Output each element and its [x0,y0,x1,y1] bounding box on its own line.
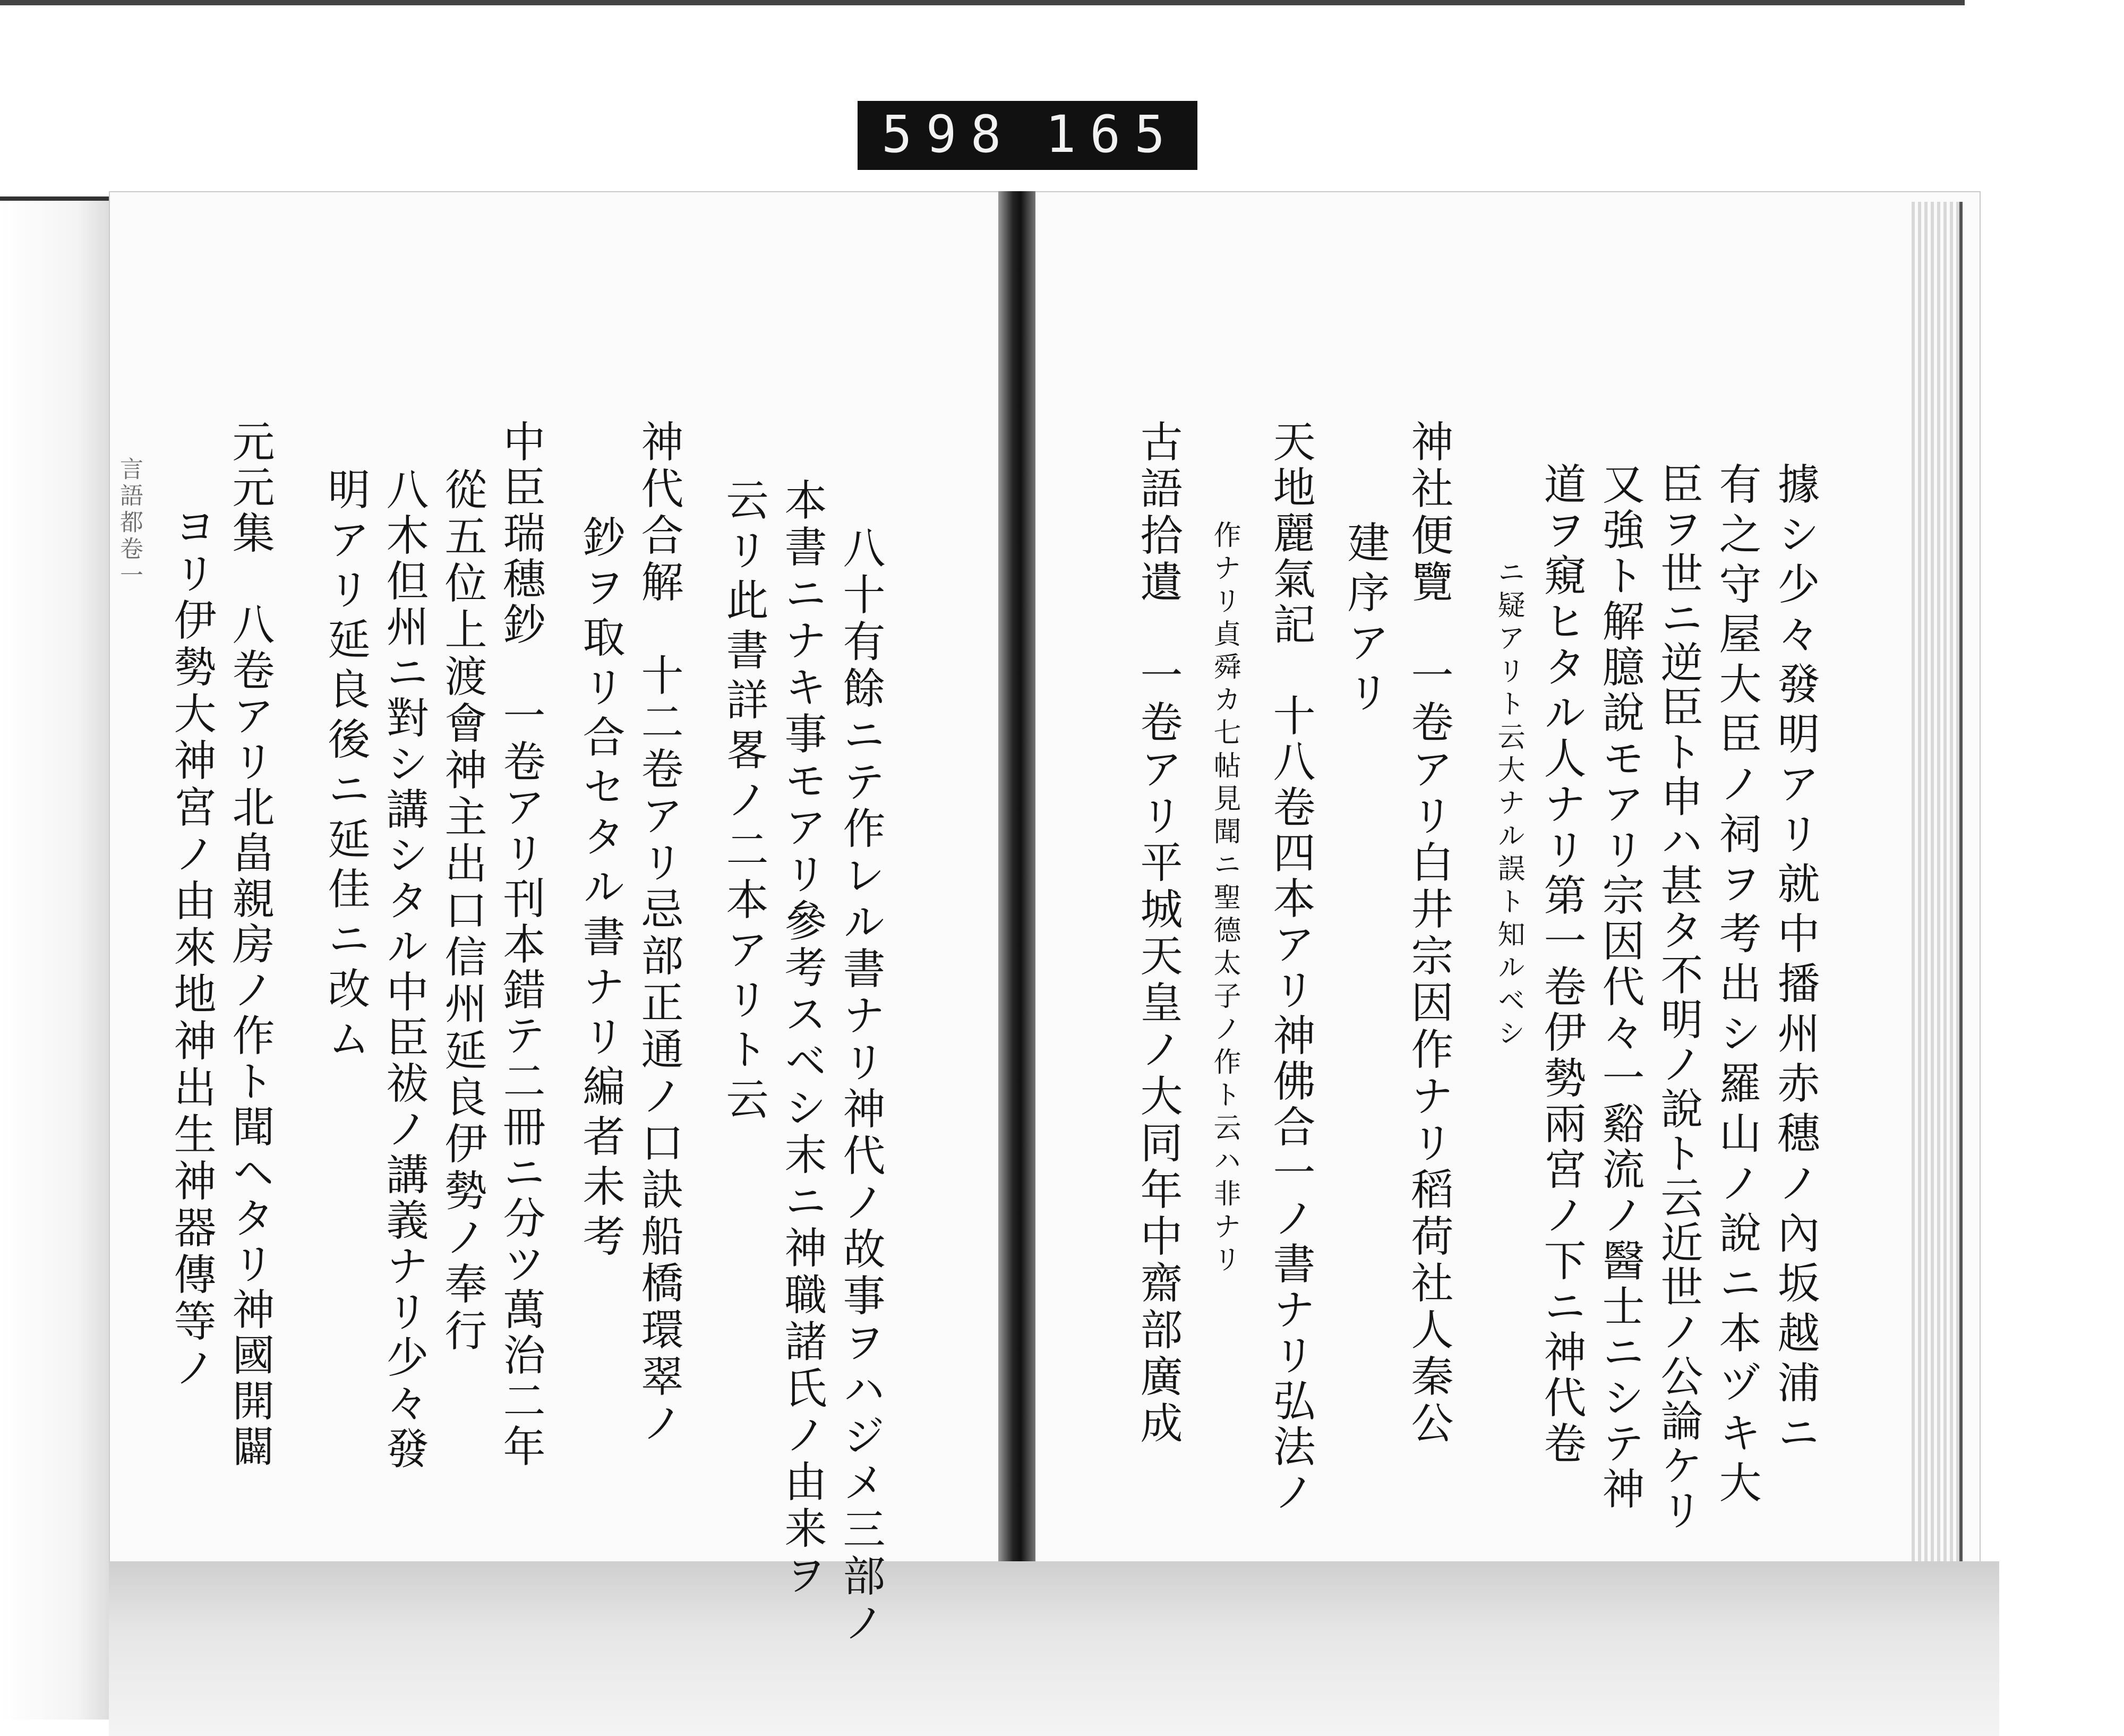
right-column-6: ニ疑アリト云大ナル誤ト知ルベシ [1493,558,1525,1051]
right-column-2: 有之守屋大臣ノ祠ヲ考出シ羅山ノ說ニ本ヅキ大 [1712,462,1761,1510]
entry-shinja-binran: 神社便覽 一卷アリ白井宗因作ナリ稻荷社人秦公 [1404,420,1453,1448]
entry-tenchi-reiki-ki: 天地麗氣記 十八卷四本アリ神佛合一ノ書ナリ弘法ノ [1266,420,1315,1516]
right-column-4: 又強ト解臆說モアリ宗因代々一谿流ノ醫士ニシテ神 [1595,462,1645,1512]
entry-nakatomi-mizuho-sho: 中臣瑞穗鈔 一卷アリ刊本錯テ二冊ニ分ツ萬治二年 [496,420,545,1470]
label-number-right: 165 [1045,105,1179,164]
adjacent-page-edge [0,196,109,1720]
catalog-label-text [871,105,1189,164]
left-column-5: 鈔ヲ取リ合セタル書ナリ編者未考 [576,515,625,1264]
right-column-8: 建序アリ [1340,520,1390,720]
label-number-left: 598 [881,105,1015,164]
background-right [1965,0,2124,1736]
book-gutter [998,191,1035,1736]
right-column-5: 道ヲ窺ヒタル人ナリ第一卷伊勢兩宮ノ下ニ神代卷 [1537,462,1586,1467]
left-column-2: 本書ニナキ事モアリ參考スベシ末ニ神職諸氏ノ由来ヲ [777,478,827,1600]
left-column-9: 明アリ延良後ニ延佳ニ改ム [321,467,370,1066]
bottom-shadow [109,1561,1999,1736]
left-column-3: 云リ此書詳畧ノ二本アリト云 [719,478,768,1127]
top-border [0,0,2124,5]
left-column-11: ヨリ伊勢大神宮ノ由來地神出生神器傳等ノ [167,504,216,1392]
right-column-3: 臣ヲ世ニ逆臣ト申ハ甚タ不明ノ說ト云近世ノ公論ケリ [1654,462,1703,1533]
book-page-edges [1912,202,1963,1583]
entry-jindai-goge: 神代合解 十二卷アリ忌部正通ノ口訣船橋環翠ノ [634,420,683,1448]
right-column-1: 據シ少々發明アリ就中播州赤穗ノ內坂越浦ニ [1770,462,1820,1460]
left-column-1: 八十有餘ニテ作レル書ナリ神代ノ故事ヲハジメ三部ノ [836,526,885,1647]
left-column-8: 八木但州ニ對シ講シタル中臣祓ノ講義ナリ少々發 [379,467,429,1472]
margin-running-head: 言語都卷一 [116,457,143,589]
right-column-10: 作ナリ貞舜カ七帖見聞ニ聖德太子ノ作ト云ハ非ナリ [1209,520,1240,1278]
left-column-7: 從五位上渡會神主出口信州延良伊勢ノ奉行 [438,467,487,1355]
entry-kogo-shui: 古語拾遺 一卷アリ平城天皇ノ大同年中齋部廣成 [1133,420,1183,1448]
entry-gengen-shu: 元元集 八卷アリ北畠親房ノ作ト聞ヘタリ神國開闢 [225,420,275,1470]
